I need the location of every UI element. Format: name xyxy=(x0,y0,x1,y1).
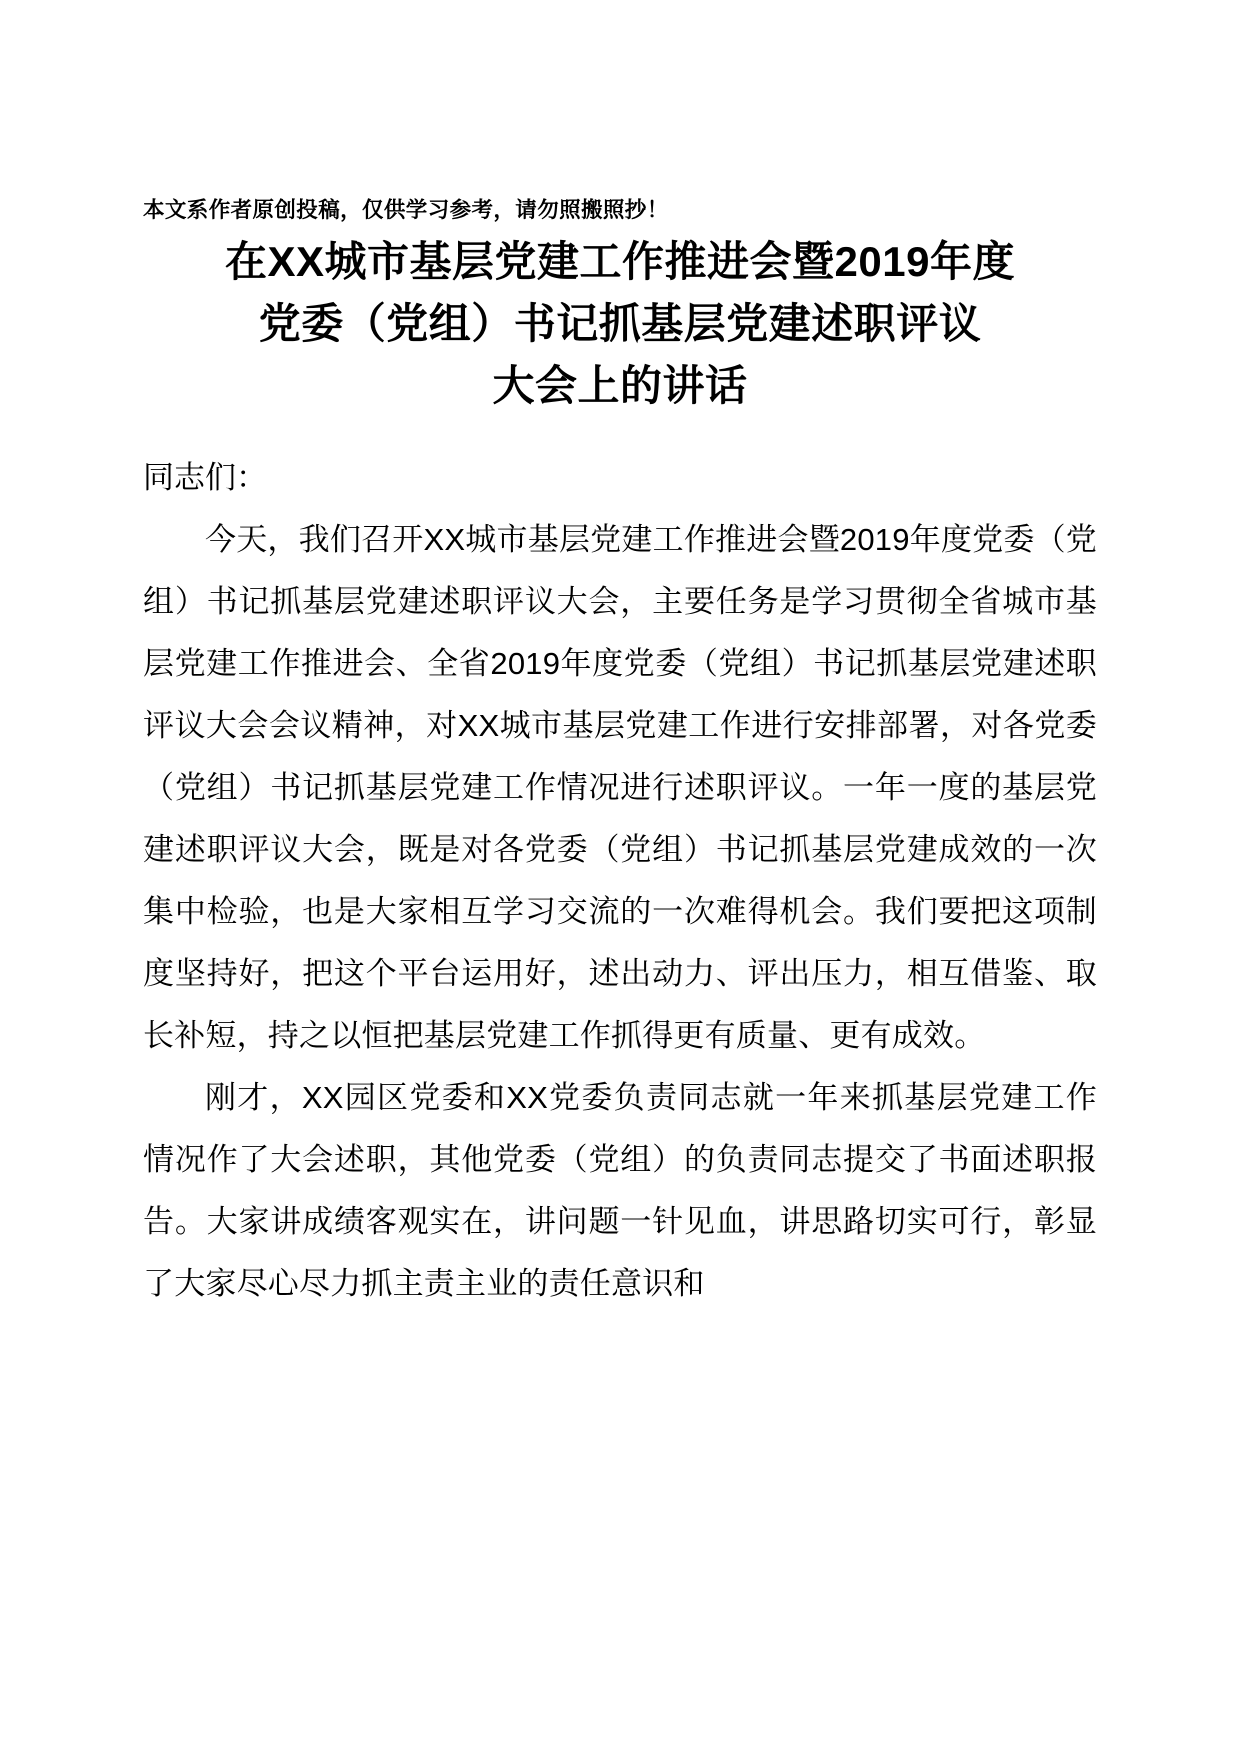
body-paragraph-2: 刚才，XX园区党委和XX党委负责同志就一年来抓基层党建工作情况作了大会述职，其他党委（党组）的负责同志提交了书面述职报告。大家讲成绩客观实在，讲问题一针见血，讲思路切实可行，彰显了大家尽心尽力抓主责主业的责任意识和 xyxy=(143,1080,1097,1302)
title-line-3: 大会上的讲话 xyxy=(492,362,748,410)
copyright-notice: 本文系作者原创投稿，仅供学习参考，请勿照搬照抄！ xyxy=(143,198,669,222)
document-content xyxy=(143,196,1097,1315)
title-line-2: 党委（党组）书记抓基层党建述职评议 xyxy=(258,300,982,348)
title-line-1: 在XX城市基层党建工作推进会暨2019年度 xyxy=(225,238,1015,286)
salutation: 同志们： xyxy=(143,460,267,496)
document-title xyxy=(143,231,1097,417)
body-paragraph-1: 今天，我们召开XX城市基层党建工作推进会暨2019年度党委（党组）书记抓基层党建述职评议大会，主要任务是学习贯彻全省城市基层党建工作推进会、全省2019年度党委（党组）书记抓基层党建述职评议大会会议精神，对XX城市基层党建工作进行安排部署，对各党委（党组）书记抓基层党建工作情况进行述职评议。一年一度的基层党建述职评议大会，既是对各党委（党组）书记抓基层党建成效的一次集中检验，也是大家相互学习交流的一次难得机会。我们要把这项制度坚持好，把这个平台运用好，述出动力、评出压力，相互借鉴、取长补短，持之以恒把基层党建工作抓得更有质量、更有成效。 xyxy=(143,522,1097,1054)
